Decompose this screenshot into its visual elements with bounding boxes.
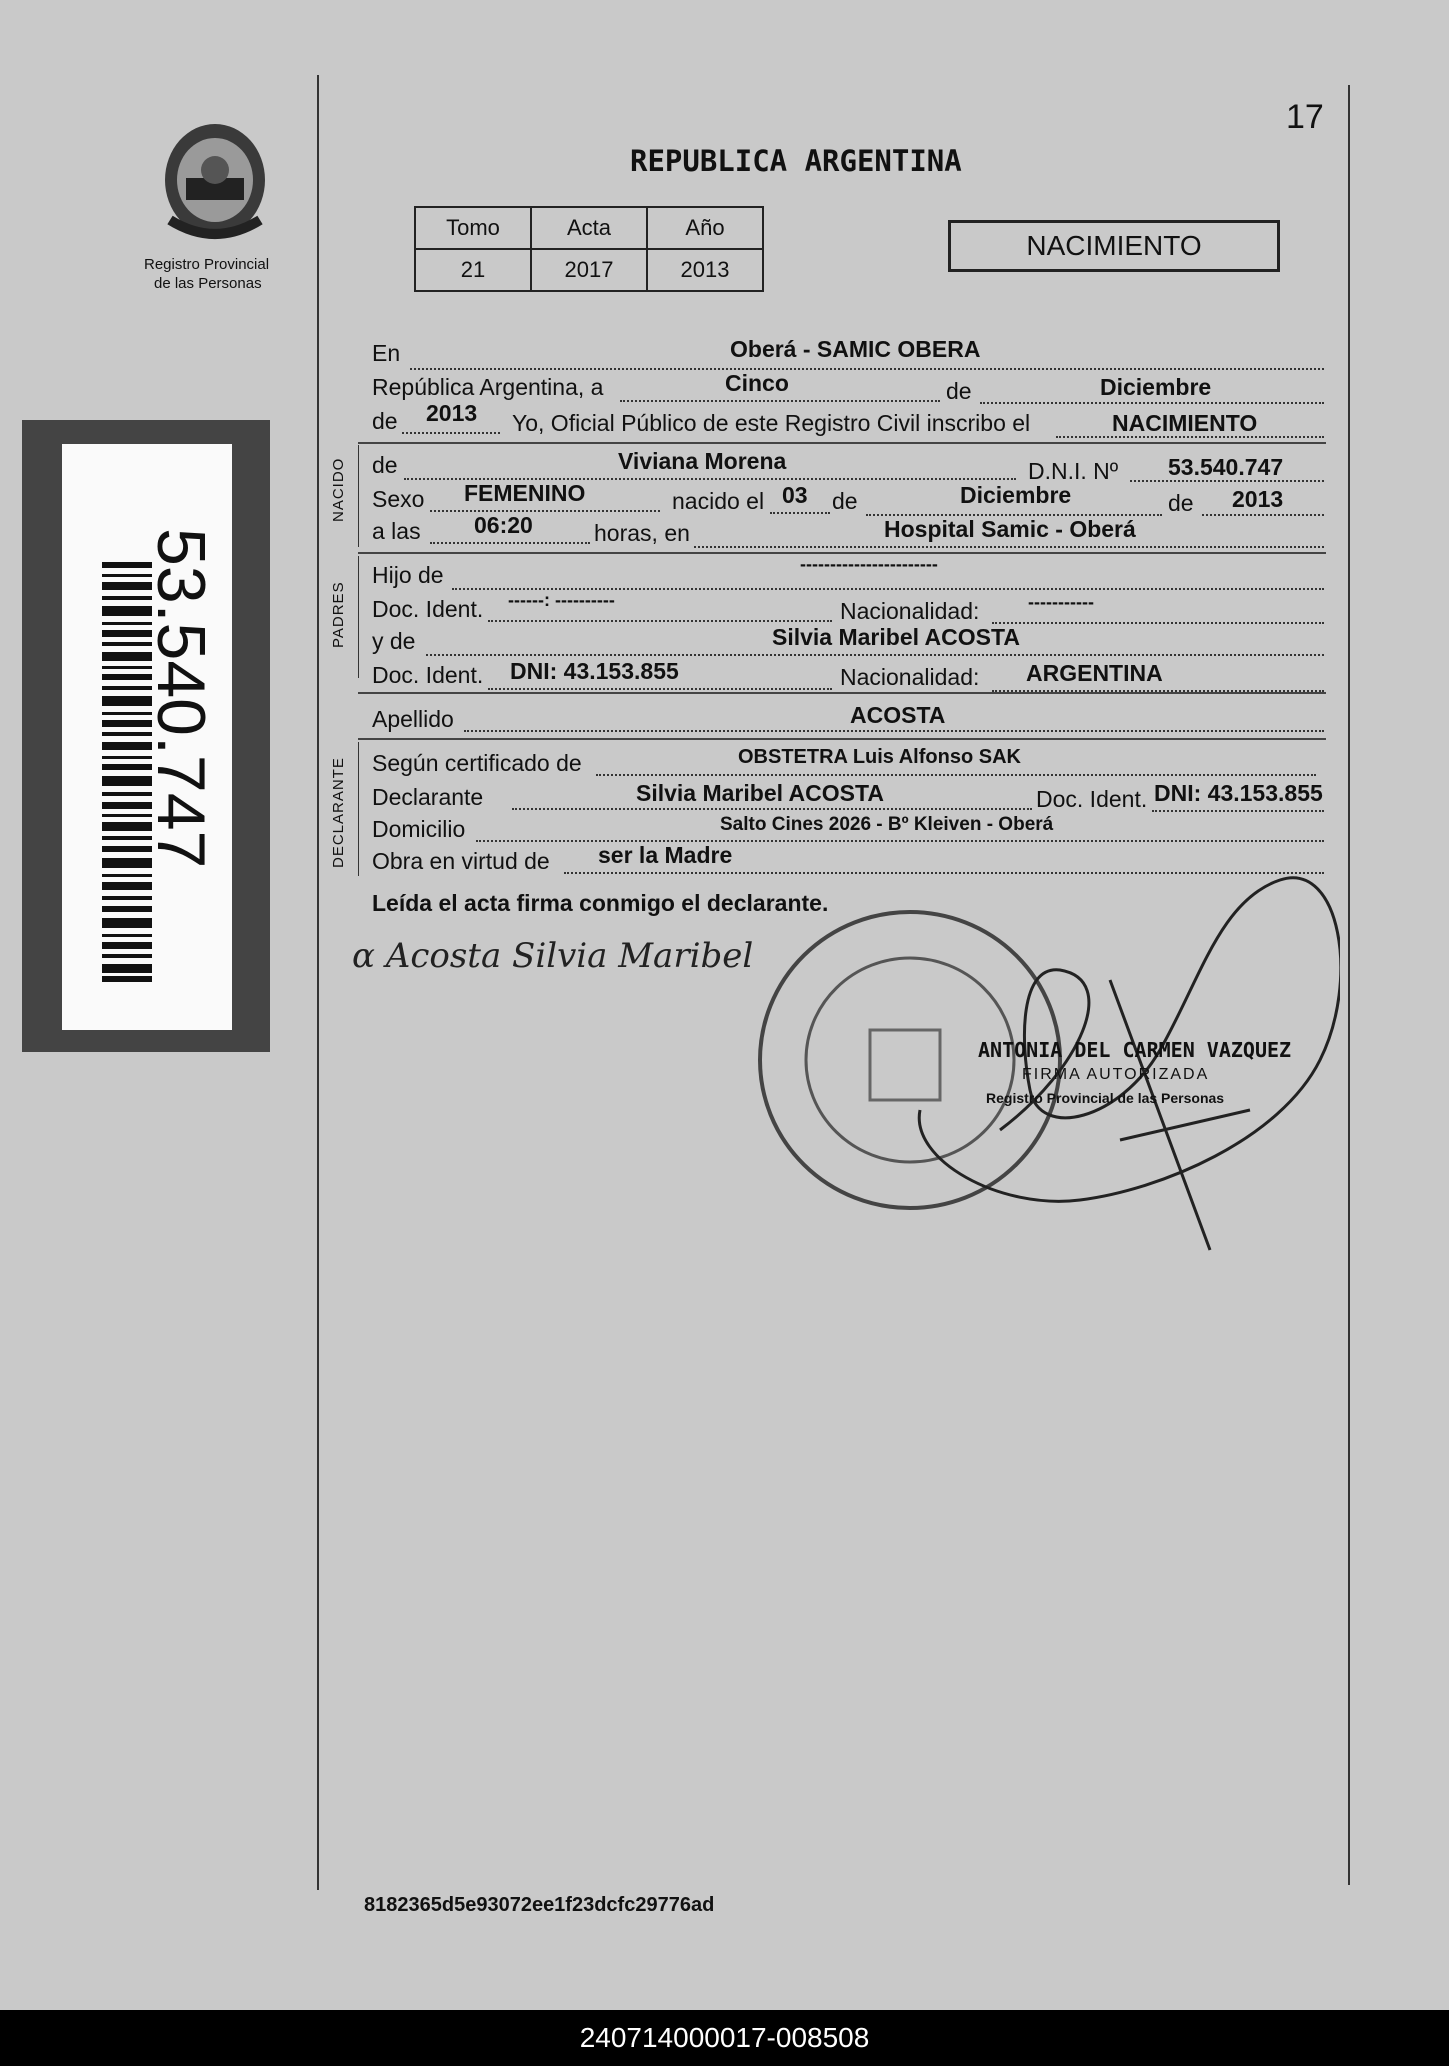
- birth-de-label: de: [832, 488, 858, 514]
- apellido-separator: [358, 738, 1326, 740]
- declarant-capacity: ser la Madre: [598, 842, 733, 868]
- dni-label: D.N.I. Nº: [1028, 458, 1119, 484]
- apellido-dotted-line: [464, 730, 1324, 732]
- child-name: Viviana Morena: [618, 448, 787, 474]
- horas-label: horas, en: [594, 520, 690, 546]
- footer-code: 240714000017-008508: [0, 2010, 1449, 2066]
- declarant-signature-mark: α: [352, 936, 375, 976]
- left-margin-rule: [317, 75, 319, 1890]
- father-nationality-label: Nacionalidad:: [840, 598, 980, 624]
- barcode-number: 53.540.747: [143, 528, 219, 869]
- mother-doc-dotted-line: [488, 688, 832, 690]
- obra-label: Obra en virtud de: [372, 848, 550, 874]
- declarant-doc-label: Doc. Ident.: [1036, 786, 1148, 812]
- year-dotted-line: [402, 432, 500, 434]
- a-las-label: a las: [372, 518, 421, 544]
- section-label-nacido: NACIDO: [330, 457, 347, 522]
- republica-label: República Argentina, a: [372, 374, 604, 400]
- declarant-doc-dotted-line: [1152, 810, 1324, 812]
- en-label: En: [372, 340, 401, 366]
- official-signature-stroke: [1110, 980, 1250, 1250]
- birth-day: 03: [782, 482, 808, 508]
- section-label-declarante: DECLARANTE: [330, 757, 347, 868]
- father-doc: ------: ----------: [508, 590, 615, 610]
- mother-nationality: ARGENTINA: [1026, 660, 1163, 686]
- declarante-dotted-line: [512, 808, 1032, 810]
- registration-day: Cinco: [725, 370, 789, 396]
- de-label: de: [946, 378, 972, 404]
- apellido-label: Apellido: [372, 706, 454, 732]
- register-value-anio: 2013: [647, 249, 763, 291]
- declarant-signature-text: Acosta Silvia Maribel: [385, 936, 754, 976]
- domicilio-label: Domicilio: [372, 816, 466, 842]
- nacido-el-label: nacido el: [672, 488, 765, 514]
- y-de-label: y de: [372, 628, 416, 654]
- declarant-address: Salto Cines 2026 - Bº Kleiven - Oberá: [720, 814, 1054, 835]
- father-doc-dotted-line: [488, 620, 832, 622]
- register-table: [414, 206, 764, 292]
- barcode-sticker: [22, 420, 270, 1052]
- sexo-dotted-line: [430, 510, 660, 512]
- registration-month: Diciembre: [1100, 374, 1212, 400]
- father-doc-label: Doc. Ident.: [372, 596, 484, 622]
- declarant-doc: DNI: 43.153.855: [1154, 780, 1323, 806]
- misiones-seal-logo: [150, 120, 280, 250]
- closing-statement: Leída el acta firma conmigo el declarante.: [372, 890, 829, 916]
- sexo-label: Sexo: [372, 486, 425, 512]
- registration-place: Oberá - SAMIC OBERA: [730, 336, 981, 362]
- declarante-label: Declarante: [372, 784, 484, 810]
- page-number: 17: [1286, 98, 1324, 136]
- en-dotted-line: [410, 368, 1324, 370]
- padres-section-rule: [358, 556, 359, 678]
- declarant-signature: [352, 936, 753, 976]
- declarant-name: Silvia Maribel ACOSTA: [636, 780, 884, 806]
- registry-name-line2: de las Personas: [154, 275, 262, 292]
- delegation-stamp-crest-icon: [870, 1030, 940, 1100]
- birth-month: Diciembre: [960, 482, 1072, 508]
- certificado-label: Según certificado de: [372, 750, 582, 776]
- child-sex: FEMENINO: [464, 480, 586, 506]
- nacido-section-rule: [358, 445, 359, 547]
- child-surname: ACOSTA: [850, 702, 946, 728]
- birth-time: 06:20: [474, 512, 533, 538]
- birth-place-dotted-line: [694, 546, 1324, 548]
- registration-year: 2013: [426, 400, 478, 426]
- right-margin-rule: [1348, 85, 1350, 1885]
- register-header-acta: Acta: [531, 207, 647, 249]
- father-name: -----------------------: [800, 554, 938, 574]
- nacido-de-label: de: [372, 452, 398, 478]
- official-stamp-name: ANTONIA DEL CARMEN VAZQUEZ: [978, 1038, 1292, 1062]
- de2-label: de: [372, 408, 398, 434]
- register-value-acta: 2017: [531, 249, 647, 291]
- mother-doc-label: Doc. Ident.: [372, 662, 484, 688]
- document-hash: 8182365d5e93072ee1f23dcfc29776ad: [364, 1894, 715, 1916]
- official-stamp-org: Registro Provincial de las Personas: [986, 1090, 1225, 1106]
- birth-place: Hospital Samic - Oberá: [884, 516, 1136, 542]
- register-value-tomo: 21: [415, 249, 531, 291]
- register-table-header-row: [415, 207, 763, 249]
- month-dotted-line: [980, 402, 1324, 404]
- time-dotted-line: [430, 542, 590, 544]
- day-dotted-line: [620, 400, 940, 402]
- barcode-label: [62, 444, 232, 1030]
- padres-separator: [358, 692, 1326, 694]
- declarante-section-rule: [358, 742, 359, 876]
- inscribed-act-type: NACIMIENTO: [1112, 410, 1258, 436]
- mother-dotted-line: [426, 654, 1324, 656]
- register-table-value-row: [415, 249, 763, 291]
- register-header-anio: Año: [647, 207, 763, 249]
- registry-name-line1: Registro Provincial: [144, 256, 270, 273]
- father-nationality-dotted-line: [992, 622, 1324, 624]
- birth-year-dotted-line: [1202, 514, 1324, 516]
- birth-year: 2013: [1232, 486, 1284, 512]
- oficial-text: Yo, Oficial Público de este Registro Civil inscribo el: [512, 410, 1031, 436]
- hijo-de-label: Hijo de: [372, 562, 444, 588]
- section-label-padres: PADRES: [330, 581, 347, 648]
- act-type-box: NACIMIENTO: [948, 220, 1280, 272]
- document-title: REPUBLICA ARGENTINA: [630, 144, 962, 178]
- mother-name: Silvia Maribel ACOSTA: [772, 624, 1020, 650]
- certifying-obstetrician: OBSTETRA Luis Alfonso SAK: [738, 746, 1021, 768]
- official-stamp-role: FIRMA AUTORIZADA: [1022, 1066, 1210, 1083]
- mother-doc: DNI: 43.153.855: [510, 658, 679, 684]
- mother-nationality-label: Nacionalidad:: [840, 664, 980, 690]
- child-dni: 53.540.747: [1168, 454, 1284, 480]
- certificado-dotted-line: [596, 774, 1316, 776]
- birth-de2-label: de: [1168, 490, 1194, 516]
- intro-separator: [358, 442, 1326, 444]
- father-nationality: -----------: [1028, 592, 1094, 612]
- register-header-tomo: Tomo: [415, 207, 531, 249]
- birth-day-dotted-line: [770, 512, 830, 514]
